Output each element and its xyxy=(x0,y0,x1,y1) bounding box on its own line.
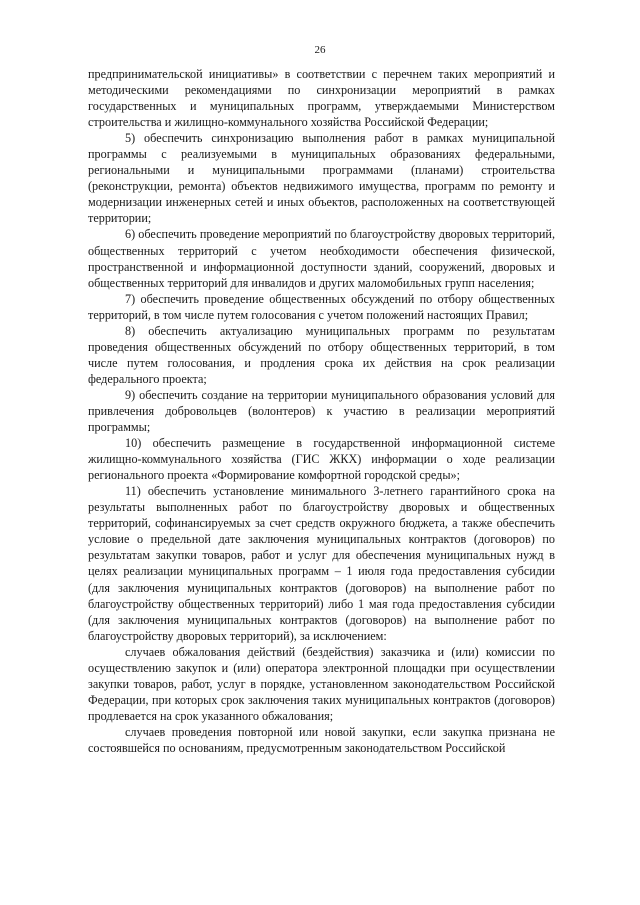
paragraph-intro-continuation: предпринимательской инициативы» в соответствии с перечнем таких мероприятий и методическими рекомендациями по синхронизации мероприятий в рамках государственных и муниципальных программ, утверждаемыми Министерством строительства и жилищно-коммунального хозяйства Российской Федерации; xyxy=(88,67,555,130)
paragraph-item-6: 6) обеспечить проведение мероприятий по благоустройству дворовых территорий, общественных территорий с учетом необходимости обеспечения физической, пространственной и информационной доступности зданий, сооружений, дворовых и общественных территорий для инвалидов и других маломобильных групп населения; xyxy=(88,227,555,290)
paragraph-exception-repeat-procurement: случаев проведения повторной или новой закупки, если закупка признана не состоявшейся по основаниям, предусмотренным законодательством Российской xyxy=(88,724,555,755)
page-number: 26 xyxy=(314,44,326,56)
paragraph-item-8: 8) обеспечить актуализацию муниципальных программ по результатам проведения общественных обсуждений по отбору общественных территорий, в том числе путем голосования, и продления срока их действия на срок реализации федерального проекта; xyxy=(88,323,555,386)
paragraph-item-9: 9) обеспечить создание на территории муниципального образования условий для привлечения добровольцев (волонтеров) к участию в реализации мероприятий программы; xyxy=(88,387,555,435)
paragraph-exception-appeal: случаев обжалования действий (бездействия) заказчика и (или) комиссии по осуществлению закупок и (или) оператора электронной площадки при осуществлении закупки товаров, работ, услуг в порядке, установленном законодательством Российской Федерации, при которых срок заключения таких муниципальных контрактов (договоров) продлевается на срок указанного обжалования; xyxy=(88,644,555,723)
paragraph-item-5: 5) обеспечить синхронизацию выполнения работ в рамках муниципальной программы с реализуемыми в муниципальных образованиях федеральными, региональными и муниципальными программами (планами) строительства (реконструкции, ремонта) объектов недвижимого имущества, программ по ремонту и модернизации инженерных сетей и иных объектов, расположенных на соответствующей территории; xyxy=(88,131,555,226)
paragraph-item-10: 10) обеспечить размещение в государственной информационной системе жилищно-коммунального хозяйства (ГИС ЖКХ) информации о ходе реализации регионального проекта «Формирование комфортной городской среды»; xyxy=(88,436,555,483)
document-body xyxy=(88,66,555,756)
paragraph-item-7: 7) обеспечить проведение общественных обсуждений по отбору общественных территорий, в том числе путем голосования с учетом положений настоящих Правил; xyxy=(88,291,555,322)
paragraph-item-11: 11) обеспечить установление минимального 3-летнего гарантийного срока на результаты выполненных работ по благоустройству дворовых и общественных территорий, софинансируемых за счет средств окружного бюджета, а также обеспечить условие о предельной дате заключения муниципальных контрактов (договоров) по результатам закупки товаров, работ и услуг для обеспечения муниципальных нужд в целях реализации муниципальных программ – 1 июля года предоставления субсидии (для заключения муниципальных контрактов (договоров) на выполнение работ по благоустройству общественных территорий) либо 1 мая года предоставления субсидии (для заключения муниципальных контрактов (договоров) на выполнение работ по благоустройству дворовых территорий), за исключением: xyxy=(88,484,555,643)
